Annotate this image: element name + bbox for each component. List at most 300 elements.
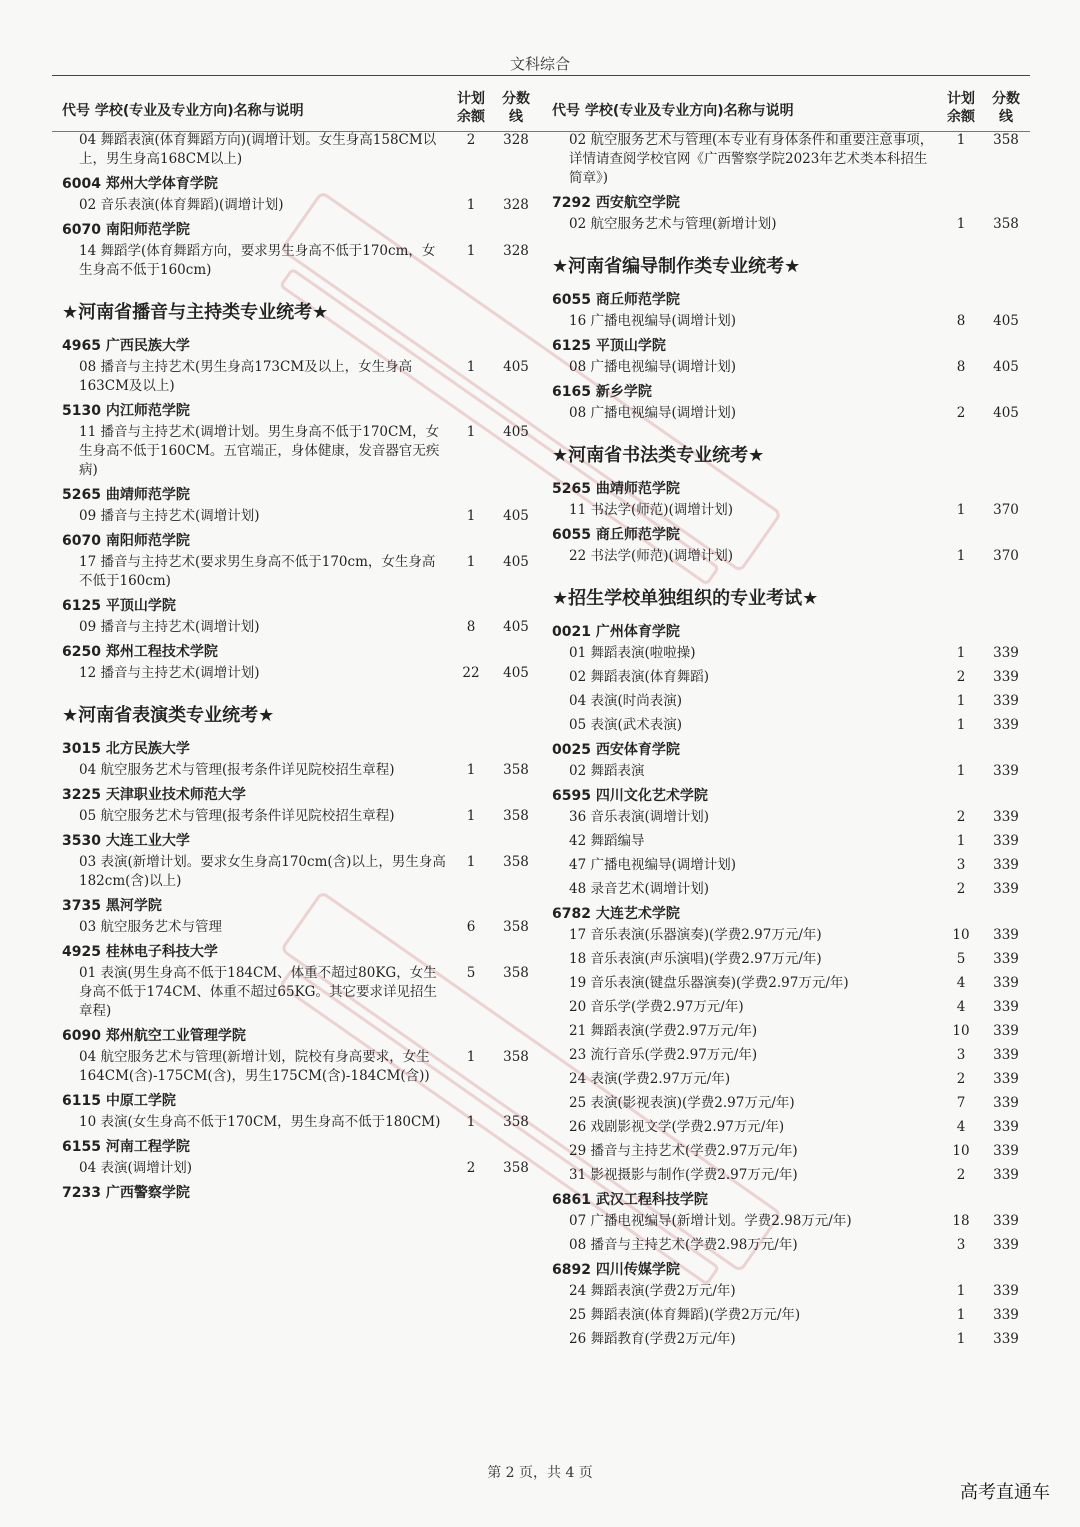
page-title: 文科综合 <box>509 55 570 73</box>
major-name: 表演(学费2.97万元/年) <box>590 1071 731 1087</box>
header-plan-line1: 计划 <box>457 91 485 107</box>
score-line: 370 <box>993 502 1019 518</box>
major-code: 21 <box>569 1023 587 1039</box>
school-name: 黑河学院 <box>105 898 162 914</box>
school-name: 商丘师范学院 <box>595 292 680 308</box>
major-row <box>62 853 542 891</box>
school-row <box>552 479 1032 501</box>
school-code: 5130 <box>62 403 101 419</box>
major-text <box>569 926 937 945</box>
plan-remaining: 1 <box>956 1331 966 1347</box>
major-code: 18 <box>569 951 587 967</box>
plan-remaining: 1 <box>466 554 476 570</box>
major-code: 09 <box>79 619 97 635</box>
plan-remaining: 4 <box>956 999 966 1015</box>
school-code: 0021 <box>552 624 591 640</box>
major-text <box>569 644 937 663</box>
score-line: 328 <box>503 132 529 148</box>
school-name: 郑州大学体育学院 <box>105 176 218 192</box>
major-row <box>552 1022 1032 1041</box>
school-code: 7292 <box>552 195 591 211</box>
school-row <box>62 831 542 853</box>
school-name: 桂林电子科技大学 <box>105 944 218 960</box>
major-name: 音乐表演(调增计划) <box>590 809 710 825</box>
major-text <box>79 423 447 480</box>
major-row <box>552 547 1032 566</box>
plan-remaining: 2 <box>956 1071 966 1087</box>
school-name: 中原工学院 <box>105 1093 176 1109</box>
major-code: 17 <box>79 554 97 570</box>
school-code: 5265 <box>62 487 101 503</box>
major-row <box>552 668 1032 687</box>
header-code-name: 代号 学校(专业及专业方向)名称与说明 <box>552 103 794 119</box>
plan-remaining: 4 <box>956 1119 966 1135</box>
major-code: 04 <box>79 762 97 778</box>
section-heading: ★河南省播音与主持类专业统考★ <box>62 302 329 323</box>
school-code: 6070 <box>62 533 101 549</box>
section-heading: ★河南省表演类专业统考★ <box>62 705 275 726</box>
major-row <box>552 808 1032 827</box>
major-text <box>79 618 447 637</box>
school-name: 广西警察学院 <box>105 1185 190 1201</box>
major-row <box>552 692 1032 711</box>
school-row <box>62 485 542 507</box>
major-text <box>79 131 447 169</box>
major-code: 02 <box>79 197 97 213</box>
plan-remaining: 1 <box>956 548 966 564</box>
right-table-body <box>552 131 1032 1349</box>
plan-remaining: 1 <box>956 502 966 518</box>
school-row <box>552 1190 1032 1212</box>
score-line: 339 <box>993 693 1019 709</box>
school-code: 6090 <box>62 1028 101 1044</box>
major-text <box>569 1142 937 1161</box>
major-text <box>79 761 447 780</box>
plan-remaining: 1 <box>466 508 476 524</box>
school-name: 北方民族大学 <box>105 741 190 757</box>
school-name: 商丘师范学院 <box>595 527 680 543</box>
plan-remaining: 2 <box>956 1167 966 1183</box>
major-text <box>569 404 937 423</box>
major-name: 舞蹈表演(学费2.97万元/年) <box>590 1023 758 1039</box>
major-name: 舞蹈表演(体育舞蹈) <box>590 669 710 685</box>
major-row <box>62 1048 542 1086</box>
school-code: 6892 <box>552 1262 591 1278</box>
section-heading: ★招生学校单独组织的专业考试★ <box>552 588 819 609</box>
major-text <box>79 964 447 1021</box>
school-row <box>62 942 542 964</box>
major-row <box>552 1046 1032 1065</box>
score-line: 358 <box>503 1049 529 1065</box>
major-code: 26 <box>569 1119 587 1135</box>
right-column <box>552 88 1032 1354</box>
school-name: 郑州工程技术学院 <box>105 644 218 660</box>
major-name: 航空服务艺术与管理(新增计划) <box>590 216 777 232</box>
major-name: 表演(影视表演)(学费2.97万元/年) <box>590 1095 795 1111</box>
school-code: 0025 <box>552 742 591 758</box>
major-code: 08 <box>569 405 587 421</box>
header-plan <box>940 90 982 126</box>
major-code: 16 <box>569 313 587 329</box>
score-line: 405 <box>993 313 1019 329</box>
major-name: 播音与主持艺术(调增计划) <box>100 508 260 524</box>
major-row <box>552 1236 1032 1255</box>
major-row <box>62 242 542 280</box>
major-row <box>552 1166 1032 1185</box>
school-name: 平顶山学院 <box>105 598 176 614</box>
major-name: 舞蹈表演 <box>590 763 645 779</box>
plan-remaining: 1 <box>956 763 966 779</box>
header-score-line2: 线 <box>509 109 523 125</box>
major-code: 31 <box>569 1167 587 1183</box>
school-name: 南阳师范学院 <box>105 222 190 238</box>
page-footer: 第 2 页，共 4 页 <box>487 1465 593 1481</box>
score-line: 339 <box>993 1143 1019 1159</box>
plan-remaining: 10 <box>952 1023 970 1039</box>
school-code: 3015 <box>62 741 101 757</box>
major-text <box>569 358 937 377</box>
major-text <box>569 950 937 969</box>
header-plan-line1: 计划 <box>947 91 975 107</box>
plan-remaining: 3 <box>956 1237 966 1253</box>
major-text <box>569 1022 937 1041</box>
school-code: 6250 <box>62 644 101 660</box>
major-code: 19 <box>569 975 587 991</box>
school-row <box>62 1091 542 1113</box>
major-text <box>569 312 937 331</box>
major-text <box>569 856 937 875</box>
score-line: 358 <box>503 965 529 981</box>
school-name: 大连工业大学 <box>105 833 190 849</box>
major-row <box>62 1159 542 1178</box>
school-code: 6004 <box>62 176 101 192</box>
score-line: 339 <box>993 1167 1019 1183</box>
major-name: 播音与主持艺术(调增计划。男生身高不低于170CM，女生身高不低于160CM。五官端正，身体健康，发音器官无疾病) <box>79 424 440 478</box>
plan-remaining: 1 <box>956 693 966 709</box>
score-line: 358 <box>503 854 529 870</box>
major-name: 广播电视编导(调增计划) <box>590 313 737 329</box>
major-code: 22 <box>569 548 587 564</box>
major-code: 05 <box>79 808 97 824</box>
major-row <box>62 196 542 215</box>
major-row <box>62 507 542 526</box>
major-row <box>552 501 1032 520</box>
score-line: 358 <box>503 1160 529 1176</box>
major-text <box>569 808 937 827</box>
plan-remaining: 2 <box>466 1160 476 1176</box>
major-name: 舞蹈教育(学费2万元/年) <box>590 1331 736 1347</box>
major-code: 04 <box>79 132 97 148</box>
school-row <box>552 1260 1032 1282</box>
major-code: 11 <box>79 424 97 440</box>
score-line: 339 <box>993 1023 1019 1039</box>
school-row <box>62 596 542 618</box>
score-line: 339 <box>993 1071 1019 1087</box>
score-line: 328 <box>503 197 529 213</box>
source-mark: 高考直通车 <box>960 1482 1050 1503</box>
score-line: 405 <box>503 424 529 440</box>
school-name: 武汉工程科技学院 <box>595 1192 708 1208</box>
school-row <box>552 193 1032 215</box>
major-name: 广播电视编导(调增计划) <box>590 359 737 375</box>
score-line: 405 <box>503 359 529 375</box>
major-row <box>62 918 542 937</box>
school-code: 3225 <box>62 787 101 803</box>
major-name: 舞蹈编导 <box>590 833 645 849</box>
major-text <box>569 1094 937 1113</box>
major-code: 48 <box>569 881 587 897</box>
major-text <box>569 716 937 735</box>
section-heading: ★河南省编导制作类专业统考★ <box>552 256 801 277</box>
plan-remaining: 1 <box>956 1307 966 1323</box>
major-name: 舞蹈表演(啦啦操) <box>590 645 696 661</box>
major-text <box>569 1282 937 1301</box>
major-text <box>569 1236 937 1255</box>
major-code: 10 <box>79 1114 97 1130</box>
major-row <box>62 964 542 1021</box>
header-score <box>984 90 1028 126</box>
major-name: 航空服务艺术与管理(新增计划，院校有身高要求，女生164CM(含)-175CM(含)，男生175CM(含)-184CM(含)) <box>79 1049 430 1084</box>
score-line: 405 <box>503 508 529 524</box>
major-code: 04 <box>569 693 587 709</box>
school-row <box>62 336 542 358</box>
score-line: 358 <box>503 762 529 778</box>
school-name: 内江师范学院 <box>105 403 190 419</box>
school-row <box>552 904 1032 926</box>
major-name: 音乐表演(体育舞蹈)(调增计划) <box>100 197 284 213</box>
score-line: 339 <box>993 951 1019 967</box>
plan-remaining: 6 <box>466 919 476 935</box>
header-plan-line2: 余额 <box>457 109 485 125</box>
header-score-line2: 线 <box>999 109 1013 125</box>
major-row <box>552 880 1032 899</box>
major-code: 05 <box>569 717 587 733</box>
school-code: 6055 <box>552 527 591 543</box>
score-line: 339 <box>993 1047 1019 1063</box>
school-row <box>552 525 1032 547</box>
school-code: 7233 <box>62 1185 101 1201</box>
major-code: 25 <box>569 1307 587 1323</box>
plan-remaining: 1 <box>466 808 476 824</box>
school-code: 6155 <box>62 1139 101 1155</box>
major-text <box>569 668 937 687</box>
school-name: 西安体育学院 <box>595 742 680 758</box>
major-code: 03 <box>79 919 97 935</box>
major-code: 07 <box>569 1213 587 1229</box>
major-text <box>569 501 937 520</box>
major-text <box>79 242 447 280</box>
major-name: 广播电视编导(调增计划) <box>590 857 737 873</box>
major-code: 04 <box>79 1160 97 1176</box>
major-row <box>62 1113 542 1132</box>
major-code: 12 <box>79 665 97 681</box>
school-code: 5265 <box>552 481 591 497</box>
plan-remaining: 1 <box>956 216 966 232</box>
major-name: 航空服务艺术与管理 <box>100 919 222 935</box>
major-row <box>552 950 1032 969</box>
school-name: 曲靖师范学院 <box>595 481 680 497</box>
major-code: 09 <box>79 508 97 524</box>
score-line: 339 <box>993 1237 1019 1253</box>
header-score <box>494 90 538 126</box>
score-line: 358 <box>503 1114 529 1130</box>
header-code-name: 代号 学校(专业及专业方向)名称与说明 <box>62 103 304 119</box>
school-row <box>62 531 542 553</box>
major-text <box>79 1048 447 1086</box>
school-name: 广州体育学院 <box>595 624 680 640</box>
school-name: 四川传媒学院 <box>595 1262 680 1278</box>
major-code: 01 <box>569 645 587 661</box>
plan-remaining: 2 <box>956 669 966 685</box>
score-line: 339 <box>993 1095 1019 1111</box>
school-name: 新乡学院 <box>595 384 652 400</box>
major-text <box>79 507 447 526</box>
major-row <box>552 131 1032 188</box>
school-code: 4925 <box>62 944 101 960</box>
score-line: 339 <box>993 717 1019 733</box>
school-name: 西安航空学院 <box>595 195 680 211</box>
major-text <box>79 553 447 591</box>
plan-remaining: 1 <box>466 197 476 213</box>
major-code: 02 <box>569 669 587 685</box>
school-row <box>62 220 542 242</box>
score-line: 405 <box>503 554 529 570</box>
school-name: 天津职业技术师范大学 <box>105 787 246 803</box>
major-row <box>552 832 1032 851</box>
major-row <box>552 1306 1032 1325</box>
plan-remaining: 3 <box>956 1047 966 1063</box>
major-row <box>62 807 542 826</box>
score-line: 339 <box>993 763 1019 779</box>
table-header <box>552 88 1032 131</box>
school-row <box>62 1026 542 1048</box>
school-row <box>552 336 1032 358</box>
major-code: 20 <box>569 999 587 1015</box>
major-text <box>79 1159 447 1178</box>
major-code: 47 <box>569 857 587 873</box>
score-line: 405 <box>993 405 1019 421</box>
major-text <box>79 664 447 683</box>
school-code: 6125 <box>552 338 591 354</box>
section-heading: ★河南省书法类专业统考★ <box>552 445 765 466</box>
major-code: 08 <box>569 1237 587 1253</box>
major-code: 01 <box>79 965 97 981</box>
major-name: 表演(武术表演) <box>590 717 683 733</box>
school-code: 6070 <box>62 222 101 238</box>
major-code: 17 <box>569 927 587 943</box>
major-text <box>79 1113 447 1132</box>
plan-remaining: 1 <box>466 854 476 870</box>
major-text <box>79 807 447 826</box>
school-code: 6125 <box>62 598 101 614</box>
major-name: 音乐表演(乐器演奏)(学费2.97万元/年) <box>590 927 822 943</box>
plan-remaining: 8 <box>956 359 966 375</box>
major-row <box>552 1070 1032 1089</box>
score-line: 339 <box>993 999 1019 1015</box>
major-name: 航空服务艺术与管理(本专业有身体条件和重要注意事项，详情请查阅学校官网《广西警察学院2023年艺术类本科招生简章》) <box>569 132 934 186</box>
major-row <box>62 423 542 480</box>
plan-remaining: 18 <box>952 1213 970 1229</box>
major-name: 表演(调增计划) <box>100 1160 193 1176</box>
plan-remaining: 1 <box>466 243 476 259</box>
major-row <box>552 1212 1032 1231</box>
score-line: 358 <box>993 216 1019 232</box>
major-code: 04 <box>79 1049 97 1065</box>
score-line: 328 <box>503 243 529 259</box>
major-row <box>62 664 542 683</box>
major-text <box>569 1118 937 1137</box>
major-name: 音乐表演(键盘乐器演奏)(学费2.97万元/年) <box>590 975 849 991</box>
major-name: 舞蹈表演(体育舞蹈)(学费2万元/年) <box>590 1307 801 1323</box>
major-code: 42 <box>569 833 587 849</box>
plan-remaining: 1 <box>466 1114 476 1130</box>
score-line: 405 <box>993 359 1019 375</box>
score-line: 339 <box>993 1331 1019 1347</box>
major-text <box>569 998 937 1017</box>
major-text <box>79 853 447 891</box>
major-code: 02 <box>569 216 587 232</box>
school-row <box>62 1183 542 1205</box>
header-plan <box>450 90 492 126</box>
major-name: 流行音乐(学费2.97万元/年) <box>590 1047 758 1063</box>
major-name: 录音艺术(调增计划) <box>590 881 710 897</box>
top-rule <box>52 75 1030 76</box>
major-code: 26 <box>569 1331 587 1347</box>
major-code: 23 <box>569 1047 587 1063</box>
major-row <box>552 1094 1032 1113</box>
score-line: 339 <box>993 669 1019 685</box>
plan-remaining: 2 <box>466 132 476 148</box>
major-text <box>79 358 447 396</box>
school-code: 6115 <box>62 1093 101 1109</box>
major-name: 音乐表演(声乐演唱)(学费2.97万元/年) <box>590 951 822 967</box>
plan-remaining: 2 <box>956 405 966 421</box>
plan-remaining: 1 <box>466 1049 476 1065</box>
plan-remaining: 2 <box>956 881 966 897</box>
major-name: 舞蹈学(体育舞蹈方向，要求男生身高不低于170cm，女生身高不低于160cm) <box>79 243 436 278</box>
major-name: 播音与主持艺术(学费2.97万元/年) <box>590 1143 798 1159</box>
school-name: 曲靖师范学院 <box>105 487 190 503</box>
plan-remaining: 22 <box>462 665 480 681</box>
major-name: 播音与主持艺术(学费2.98万元/年) <box>590 1237 798 1253</box>
major-name: 航空服务艺术与管理(报考条件详见院校招生章程) <box>100 762 395 778</box>
major-code: 11 <box>569 502 587 518</box>
major-code: 02 <box>569 763 587 779</box>
major-row <box>552 404 1032 423</box>
major-row <box>552 1142 1032 1161</box>
plan-remaining: 1 <box>956 833 966 849</box>
school-code: 6782 <box>552 906 591 922</box>
major-name: 戏剧影视文学(学费2.97万元/年) <box>590 1119 785 1135</box>
major-text <box>569 547 937 566</box>
score-line: 339 <box>993 1119 1019 1135</box>
score-line: 339 <box>993 833 1019 849</box>
score-line: 358 <box>503 808 529 824</box>
school-name: 河南工程学院 <box>105 1139 190 1155</box>
header-score-line1: 分数 <box>992 91 1020 107</box>
major-name: 表演(女生身高不低于170CM，男生身高不低于180CM) <box>100 1114 441 1130</box>
score-line: 339 <box>993 975 1019 991</box>
school-row <box>62 785 542 807</box>
major-row <box>62 761 542 780</box>
major-name: 书法学(师范)(调增计划) <box>590 548 734 564</box>
major-row <box>552 856 1032 875</box>
major-code: 08 <box>79 359 97 375</box>
school-row <box>552 382 1032 404</box>
major-row <box>552 1118 1032 1137</box>
major-text <box>569 215 937 234</box>
table-header <box>62 88 542 131</box>
